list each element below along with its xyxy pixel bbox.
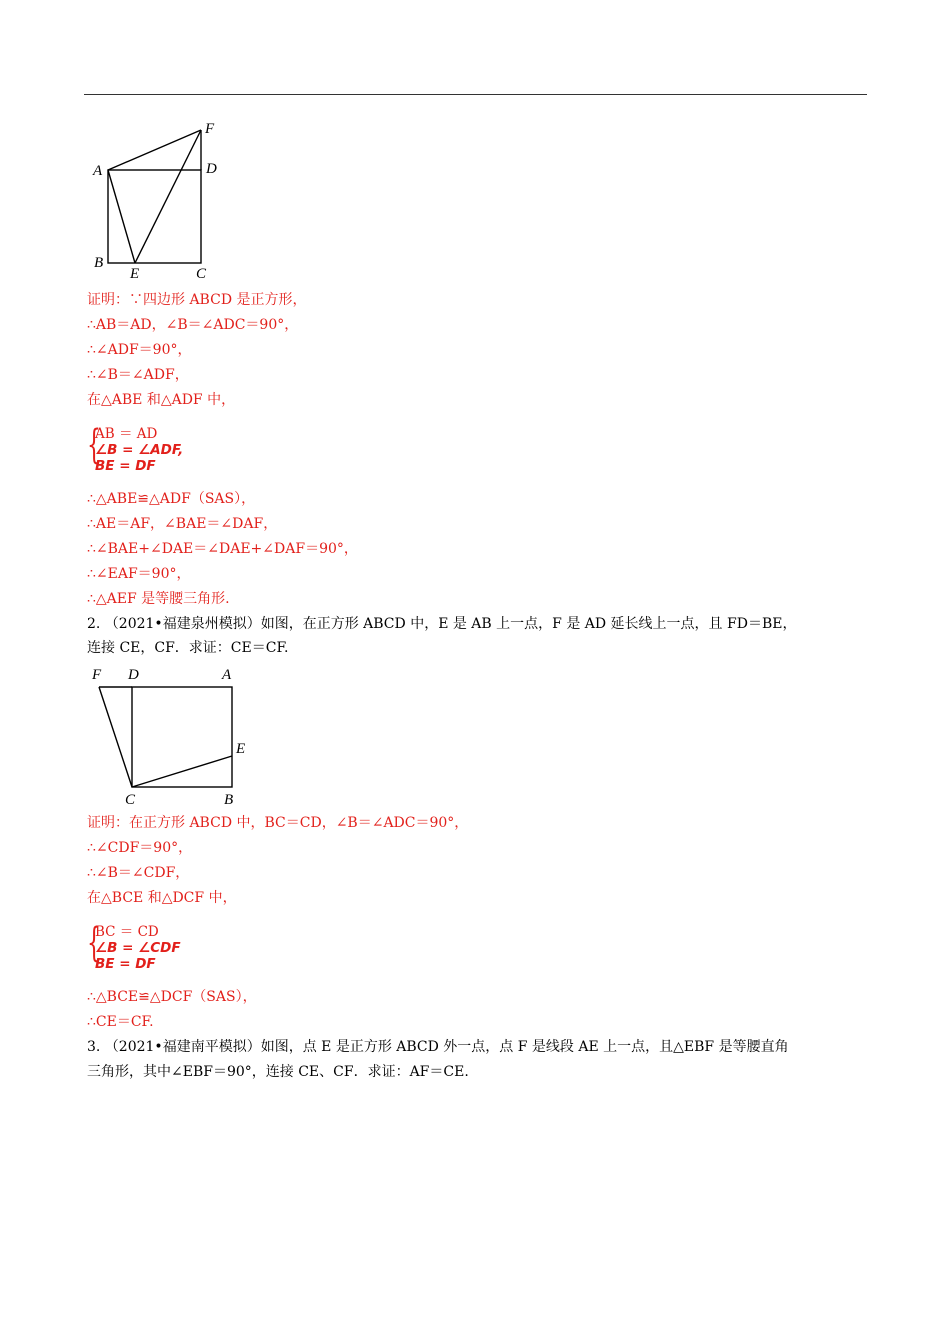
proof1-line-8: ∴∠BAE+∠DAE＝∠DAE+∠DAF＝90°，	[87, 541, 358, 557]
proof1-line-1: 证明：∵四边形 ABCD 是正方形，	[87, 292, 307, 308]
segment-ae	[108, 170, 135, 263]
label-e: E	[130, 266, 140, 282]
segment-fc	[99, 687, 132, 787]
problem3-line-2: 三角形，其中∠EBF＝90°，连接 CE、CF．求证：AF＝CE.	[87, 1064, 469, 1080]
label-c: C	[125, 792, 136, 808]
label-c: C	[196, 266, 207, 282]
brace-icon: {	[87, 422, 101, 468]
proof2-line-1: 证明：在正方形 ABCD 中，BC＝CD，∠B＝∠ADC＝90°，	[87, 815, 469, 831]
proof2-line-6: ∴CE＝CF.	[87, 1014, 154, 1030]
segment-af	[108, 130, 201, 170]
label-a: A	[93, 163, 103, 179]
header-rule	[84, 94, 867, 95]
system1-row-1: AB ＝ AD	[95, 426, 158, 442]
figure-2-diagram	[88, 664, 258, 810]
proof1-line-4: ∴∠B＝∠ADF，	[87, 367, 189, 383]
label-b: B	[224, 792, 234, 808]
problem2-line-2: 连接 CE，CF．求证：CE＝CF.	[87, 640, 289, 656]
proof1-line-6: ∴△ABE≌△ADF（SAS），	[87, 491, 256, 507]
label-f: F	[205, 121, 215, 137]
proof2-line-4: 在△BCE 和△DCF 中，	[87, 890, 237, 906]
proof2-line-2: ∴∠CDF＝90°，	[87, 840, 193, 856]
problem3-line-1: 3. （2021•福建南平模拟）如图，点 E 是正方形 ABCD 外一点，点 F 是线段 AE 上一点，且△EBF 是等腰直角	[87, 1039, 789, 1055]
proof2-line-5: ∴△BCE≌△DCF（SAS），	[87, 989, 257, 1005]
system1-row-3: BE = DF	[95, 458, 156, 474]
segment-ef	[135, 130, 201, 263]
system1-row-2: ∠B = ∠ADF,	[95, 442, 184, 458]
system2-row-1: BC ＝ CD	[95, 924, 159, 940]
label-f: F	[92, 667, 102, 683]
proof1-line-5: 在△ABE 和△ADF 中，	[87, 392, 236, 408]
system2-row-3: BE = DF	[95, 956, 156, 972]
system2-row-2: ∠B = ∠CDF	[95, 940, 181, 956]
label-e: E	[236, 741, 246, 757]
proof2-line-3: ∴∠B＝∠CDF，	[87, 865, 190, 881]
label-b: B	[94, 255, 104, 271]
label-d: D	[128, 667, 139, 683]
figure-2	[88, 664, 258, 810]
proof1-line-2: ∴AB＝AD，∠B＝∠ADC＝90°，	[87, 317, 299, 333]
figure-1	[88, 118, 228, 283]
proof1-line-9: ∴∠EAF＝90°，	[87, 566, 191, 582]
proof1-line-7: ∴AE＝AF，∠BAE＝∠DAF，	[87, 516, 278, 532]
figure-1-diagram	[88, 118, 228, 283]
label-a: A	[222, 667, 232, 683]
segment-ce	[132, 756, 232, 787]
label-d: D	[206, 161, 217, 177]
proof1-line-10: ∴△AEF 是等腰三角形.	[87, 591, 230, 607]
proof1-line-3: ∴∠ADF＝90°，	[87, 342, 192, 358]
brace-icon: {	[87, 920, 101, 966]
problem2-line-1: 2. （2021•福建泉州模拟）如图，在正方形 ABCD 中，E 是 AB 上一点，F 是 AD 延长线上一点，且 FD＝BE，	[87, 616, 797, 632]
